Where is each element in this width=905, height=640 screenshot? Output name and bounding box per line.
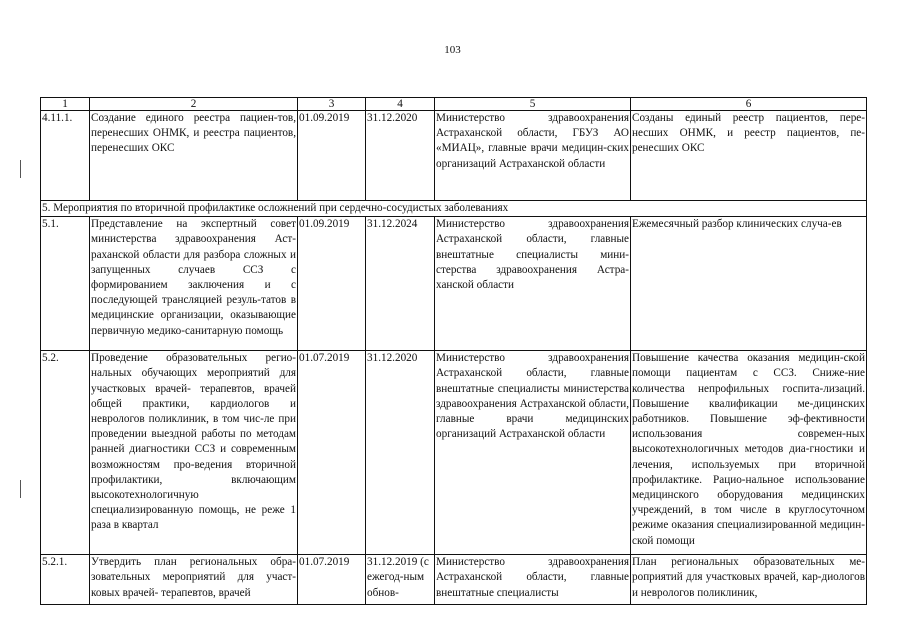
row-number: 5.2. [41, 351, 90, 555]
executor: Министерство здравоохранения Астраханской области, главные внештатные специалисты министерства здравоохранения Астраханской области, главные врачи медицинских организаций Астраханской области [435, 351, 631, 555]
measures-table [40, 97, 867, 605]
end-date: 31.12.2024 [366, 217, 435, 351]
scan-margin-mark [20, 480, 21, 498]
section-row [41, 201, 867, 217]
executor: Министерство здравоохранения Астраханской области, главные внештатные специалисты [435, 555, 631, 605]
table-row [41, 351, 867, 555]
page-number: 103 [444, 44, 461, 56]
end-date: 31.12.2019 (с ежегод-ным обнов- [366, 555, 435, 605]
header-cell: 4 [366, 98, 435, 111]
measure-name: Проведение образовательных регио-нальных обучающих мероприятий для участковых врачей- терапевтов, врачей общей практики, кардиологов и неврологов поликлиник, в том чис-ле при проведении выездной работы по методам ранней диагностики ССЗ и современным возможностям про-ведения вторичной профилактики, включающим высокотехнологичную специализированную помощь, не реже 1 раза в квартал [90, 351, 298, 555]
end-date: 31.12.2020 [366, 351, 435, 555]
header-cell: 3 [298, 98, 366, 111]
table-row [41, 111, 867, 201]
start-date: 01.09.2019 [298, 111, 366, 201]
executor: Министерство здравоохранения Астраханской области, главные внештатные специалисты мини-стерства здравоохранения Астра-ханской области [435, 217, 631, 351]
measure-name: Создание единого реестра пациен-тов, перенесших ОНМК, и реестра пациентов, перенесших ОКС [90, 111, 298, 201]
scan-margin-mark [20, 160, 21, 178]
expected-result: Повышение качества оказания медицин-ской помощи пациентам с ССЗ. Сниже-ние количества непрофильных госпита-лизаций. Повышение квалификации ме-дицинских работников. Повышение эф-фективности использования современ-ных высокотехнологичных методов диа-гностики и лечения, используемых при вторичной профилактике. Рацио-нальное использование медицинского оборудования медицинских учреждений, в том числе в круглосуточном режиме оказания специализированной медицин-ской помощи [631, 351, 867, 555]
start-date: 01.09.2019 [298, 217, 366, 351]
table-row [41, 555, 867, 605]
measure-name: Представление на экспертный совет министерства здравоохранения Аст-раханской области для разбора сложных и запущенных случаев ССЗ с формированием заключения и с последующей трансляцией резуль-татов в медицинские организации, оказывающие первичную медико-санитарную помощь [90, 217, 298, 351]
expected-result: Созданы единый реестр пациентов, пере-несших ОНМК, и реестр пациентов, пе-ренесших ОКС [631, 111, 867, 201]
section-title: 5. Мероприятия по вторичной профилактике осложнений при сердечно-сосудистых заболеваниях [41, 201, 867, 217]
end-date: 31.12.2020 [366, 111, 435, 201]
row-number: 4.11.1. [41, 111, 90, 201]
expected-result: Ежемесячный разбор клинических случа-ев [631, 217, 867, 351]
header-cell: 1 [41, 98, 90, 111]
header-cell: 6 [631, 98, 867, 111]
expected-result: План региональных образовательных ме-роприятий для участковых врачей, кар-диологов и неврологов поликлиник, [631, 555, 867, 605]
start-date: 01.07.2019 [298, 351, 366, 555]
row-number: 5.1. [41, 217, 90, 351]
header-cell: 2 [90, 98, 298, 111]
row-number: 5.2.1. [41, 555, 90, 605]
executor: Министерство здравоохранения Астраханской области, ГБУЗ АО «МИАЦ», главные врачи медицин-ских организаций Астраханской области [435, 111, 631, 201]
start-date: 01.07.2019 [298, 555, 366, 605]
header-cell: 5 [435, 98, 631, 111]
table-row [41, 217, 867, 351]
table-header-row [41, 98, 867, 111]
measure-name: Утвердить план региональных обра-зовательных мероприятий для участ-ковых врачей- терапевтов, врачей [90, 555, 298, 605]
